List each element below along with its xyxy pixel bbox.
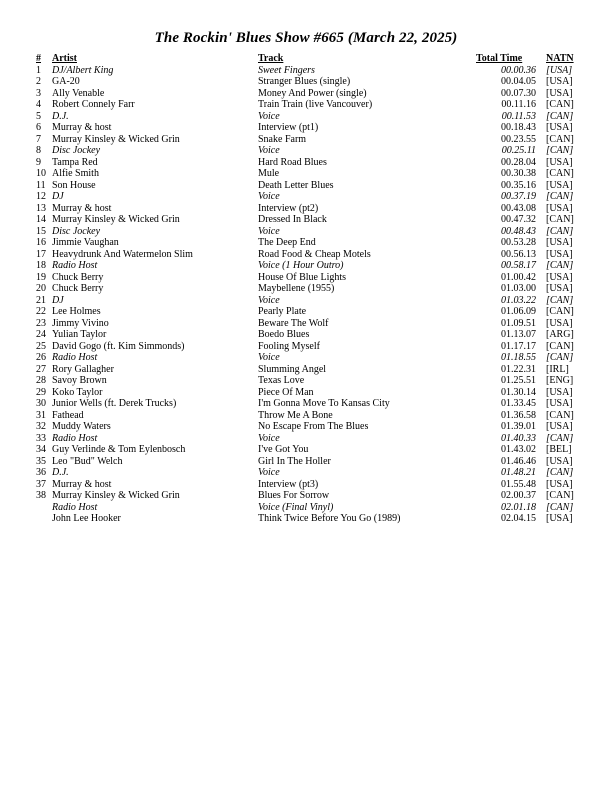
track-number: 25 (36, 340, 46, 352)
track-number: 33 (36, 432, 46, 444)
total-time: 01.13.07 (501, 329, 536, 340)
track-title: Voice (258, 294, 280, 306)
nationality: [USA] (546, 421, 573, 432)
artist-name: Rory Gallagher (52, 363, 114, 375)
total-time: 00.07.30 (501, 87, 536, 99)
track-number: 4 (36, 99, 41, 110)
track-number: 6 (36, 122, 41, 133)
artist-name: D.J. (52, 467, 69, 478)
nationality: [CAN] (546, 214, 574, 225)
track-number: 10 (36, 168, 46, 179)
artist-name: Koko Taylor (52, 386, 103, 398)
nationality: [CAN] (546, 133, 574, 145)
artist-name: John Lee Hooker (52, 513, 121, 524)
nationality: [USA] (546, 64, 573, 76)
nationality: [USA] (546, 271, 573, 283)
total-time: 01.48.21 (501, 467, 536, 478)
total-time: 01.30.14 (501, 386, 536, 398)
track-number: 26 (36, 352, 46, 363)
table-row (36, 203, 586, 215)
nationality: [USA] (546, 237, 573, 248)
total-time: 01.09.51 (501, 317, 536, 329)
track-number: 34 (36, 444, 46, 455)
table-row (36, 306, 586, 318)
track-number: 3 (36, 87, 41, 99)
nationality: [CAN] (546, 260, 574, 271)
table-row (36, 456, 586, 468)
table-header-row (36, 53, 586, 65)
header-number: # (36, 53, 41, 64)
track-title: Money And Power (single) (258, 87, 367, 99)
nationality: [CAN] (546, 409, 574, 421)
track-title: Throw Me A Bone (258, 409, 333, 421)
nationality: [USA] (546, 478, 573, 490)
table-row (36, 283, 586, 295)
track-title: Train Train (live Vancouver) (258, 99, 373, 110)
total-time: 00.23.55 (501, 133, 536, 145)
artist-name: Murray & host (52, 122, 112, 133)
table-row (36, 122, 586, 134)
nationality: [CAN] (546, 225, 574, 237)
track-number: 21 (36, 294, 46, 306)
track-title: No Escape From The Blues (258, 421, 369, 432)
track-number: 9 (36, 156, 41, 168)
artist-name: Ally Venable (52, 87, 105, 99)
track-number: 32 (36, 421, 46, 432)
artist-name: Murray & host (52, 478, 112, 490)
track-title: Texas Love (258, 375, 305, 386)
table-row (36, 410, 586, 422)
total-time: 01.36.58 (501, 409, 536, 421)
track-title: Think Twice Before You Go (1989) (258, 513, 401, 524)
nationality: [USA] (546, 248, 573, 260)
track-number: 8 (36, 145, 41, 156)
total-time: 01.39.01 (501, 421, 536, 432)
track-number (36, 502, 52, 514)
track-number: 23 (36, 317, 46, 329)
track-number: 22 (36, 306, 46, 317)
table-row (36, 249, 586, 261)
track-title: Boedo Blues (258, 329, 310, 340)
nationality: [USA] (546, 283, 573, 294)
total-time: 00.11.53 (501, 110, 536, 122)
table-row (36, 145, 586, 157)
track-number: 5 (36, 110, 41, 122)
total-time: 02.01.18 (501, 501, 536, 513)
table-row (36, 490, 586, 502)
total-time: 00.25.11 (501, 145, 536, 156)
nationality: [CAN] (546, 145, 574, 156)
track-title: Slumming Angel (258, 363, 327, 375)
track-title: Beware The Wolf (258, 317, 329, 329)
artist-name: Fathead (52, 409, 84, 421)
nationality: [USA] (546, 76, 573, 87)
track-number: 38 (36, 490, 46, 501)
total-time: 00.56.13 (501, 248, 536, 260)
track-title: Mule (258, 168, 280, 179)
artist-name: David Gogo (ft. Kim Simmonds) (52, 340, 185, 352)
track-number: 18 (36, 260, 46, 271)
track-number: 2 (36, 76, 41, 87)
table-row (36, 191, 586, 203)
table-row (36, 375, 586, 387)
table-row (36, 444, 586, 456)
table-row (36, 502, 586, 514)
header-total-time: Total Time (476, 53, 523, 64)
artist-name: Savoy Brown (52, 375, 107, 386)
track-number: 37 (36, 478, 46, 490)
track-title: Voice (1 Hour Outro) (258, 260, 344, 271)
total-time: 01.00.42 (501, 271, 536, 283)
table-row (36, 421, 586, 433)
nationality: [USA] (546, 122, 573, 133)
nationality: [IRL] (546, 363, 569, 375)
total-time: 01.03.00 (501, 283, 536, 294)
track-number: 7 (36, 133, 41, 145)
nationality: [USA] (546, 317, 573, 329)
nationality: [ENG] (546, 375, 574, 386)
track-title: Road Food & Cheap Motels (258, 248, 371, 260)
total-time: 01.06.09 (501, 306, 536, 317)
track-number: 17 (36, 248, 46, 260)
track-title: House Of Blue Lights (258, 271, 347, 283)
total-time: 01.03.22 (501, 294, 536, 306)
track-title: The Deep End (258, 237, 316, 248)
track-title: Voice (258, 225, 280, 237)
table-row (36, 168, 586, 180)
artist-name: D.J. (52, 110, 69, 122)
table-row (36, 467, 586, 479)
track-title: Voice (258, 110, 280, 122)
track-number: 30 (36, 398, 46, 409)
total-time: 00.28.04 (501, 156, 536, 168)
total-time: 00.00.36 (501, 64, 536, 76)
track-number: 14 (36, 214, 46, 225)
total-time: 01.18.55 (501, 352, 536, 363)
track-title: Dressed In Black (258, 214, 327, 225)
nationality: [USA] (546, 156, 573, 168)
track-title: Piece Of Man (258, 386, 314, 398)
track-title: Voice (258, 145, 280, 156)
nationality: [CAN] (546, 168, 574, 179)
nationality: [ARG] (546, 329, 574, 340)
artist-name: Lee Holmes (52, 306, 101, 317)
track-title: Hard Road Blues (258, 156, 327, 168)
track-number: 24 (36, 329, 46, 340)
track-number: 16 (36, 237, 46, 248)
artist-name: Chuck Berry (52, 283, 104, 294)
track-number: 29 (36, 386, 46, 398)
total-time: 00.58.17 (501, 260, 536, 271)
track-title: Voice (258, 432, 280, 444)
nationality: [USA] (546, 87, 573, 99)
table-row (36, 295, 586, 307)
total-time: 01.43.02 (501, 444, 536, 455)
header-track: Track (258, 53, 284, 64)
total-time: 01.33.45 (501, 398, 536, 409)
nationality: [CAN] (546, 432, 574, 444)
table-row (36, 513, 586, 525)
artist-name: Guy Verlinde & Tom Eylenbosch (52, 444, 186, 455)
track-number: 19 (36, 271, 46, 283)
total-time: 00.11.16 (501, 99, 536, 110)
total-time: 02.04.15 (501, 513, 536, 524)
track-title: Voice (258, 467, 280, 478)
nationality: [USA] (546, 386, 573, 398)
track-title: Pearly Plate (258, 306, 307, 317)
artist-name: Jimmie Vaughan (52, 237, 119, 248)
track-title: I'm Gonna Move To Kansas City (258, 398, 390, 409)
track-title: Blues For Sorrow (258, 490, 330, 501)
total-time: 02.00.37 (501, 490, 536, 501)
track-number: 11 (36, 179, 46, 191)
nationality: [CAN] (546, 294, 574, 306)
table-row (36, 398, 586, 410)
nationality: [BEL] (546, 444, 572, 455)
artist-name: Heavydrunk And Watermelon Slim (52, 248, 193, 260)
track-title: Interview (pt2) (258, 202, 319, 214)
artist-name: DJ (52, 294, 64, 306)
artist-name: Leo "Bud" Welch (52, 455, 123, 467)
artist-name: Junior Wells (ft. Derek Trucks) (52, 398, 177, 409)
total-time: 00.18.43 (501, 122, 536, 133)
total-time: 00.48.43 (501, 225, 536, 237)
track-number: 12 (36, 191, 46, 202)
total-time: 00.47.32 (501, 214, 536, 225)
track-title: Voice (258, 191, 280, 202)
track-title: Sweet Fingers (258, 64, 315, 76)
nationality: [CAN] (546, 191, 574, 202)
table-row (36, 329, 586, 341)
table-row (36, 479, 586, 491)
nationality: [CAN] (546, 110, 574, 122)
track-number (36, 513, 52, 525)
track-title: I've Got You (258, 444, 309, 455)
artist-name: Murray Kinsley & Wicked Grin (52, 214, 180, 225)
table-row (36, 99, 586, 111)
artist-name: Chuck Berry (52, 271, 104, 283)
artist-name: Tampa Red (52, 156, 98, 168)
artist-name: Disc Jockey (52, 225, 101, 237)
table-row (36, 88, 586, 100)
table-row (36, 318, 586, 330)
track-title: Fooling Myself (258, 340, 320, 352)
nationality: [CAN] (546, 352, 574, 363)
artist-name: Murray Kinsley & Wicked Grin (52, 490, 180, 501)
total-time: 00.53.28 (501, 237, 536, 248)
table-row (36, 111, 586, 123)
nationality: [CAN] (546, 99, 574, 110)
artist-name: Murray & host (52, 202, 112, 214)
total-time: 01.40.33 (501, 432, 536, 444)
nationality: [USA] (546, 202, 573, 214)
playlist-rows (36, 65, 586, 525)
total-time: 01.46.46 (501, 455, 536, 467)
header-artist: Artist (52, 53, 77, 64)
nationality: [CAN] (546, 306, 574, 317)
total-time: 00.04.05 (501, 76, 536, 87)
track-title: Interview (pt3) (258, 478, 319, 490)
table-row (36, 387, 586, 399)
nationality: [USA] (546, 398, 573, 409)
track-title: Girl In The Holler (258, 455, 331, 467)
track-title: Voice (Final Vinyl) (258, 501, 334, 513)
track-title: Maybellene (1955) (258, 283, 335, 294)
table-row (36, 260, 586, 272)
artist-name: Alfie Smith (52, 168, 99, 179)
track-number: 1 (36, 64, 41, 76)
total-time: 00.30.38 (501, 168, 536, 179)
header-nation: NATN (546, 53, 574, 64)
nationality: [CAN] (546, 467, 574, 478)
artist-name: Jimmy Vivino (52, 317, 109, 329)
playlist-table (36, 53, 586, 525)
track-title: Snake Farm (258, 133, 307, 145)
nationality: [CAN] (546, 340, 574, 352)
artist-name: Son House (52, 179, 96, 191)
track-number: 28 (36, 375, 46, 386)
table-row (36, 180, 586, 192)
artist-name: Robert Connely Farr (52, 99, 135, 110)
track-number: 36 (36, 467, 46, 478)
nationality: [CAN] (546, 490, 574, 501)
track-number: 15 (36, 225, 46, 237)
table-row (36, 433, 586, 445)
track-number: 20 (36, 283, 46, 294)
total-time: 00.35.16 (501, 179, 536, 191)
artist-name: Yulian Taylor (52, 329, 107, 340)
nationality: [CAN] (546, 501, 574, 513)
table-row (36, 364, 586, 376)
nationality: [USA] (546, 513, 573, 524)
total-time: 01.25.51 (501, 375, 536, 386)
total-time: 00.37.19 (501, 191, 536, 202)
table-row (36, 76, 586, 88)
track-number: 35 (36, 455, 46, 467)
artist-name: DJ/Albert King (52, 64, 114, 76)
total-time: 01.17.17 (501, 340, 536, 352)
artist-name: Radio Host (52, 352, 98, 363)
track-title: Voice (258, 352, 280, 363)
table-row (36, 341, 586, 353)
artist-name: DJ (52, 191, 64, 202)
artist-name: Radio Host (52, 501, 98, 513)
artist-name: Radio Host (52, 432, 98, 444)
total-time: 00.43.08 (501, 202, 536, 214)
nationality: [USA] (546, 455, 573, 467)
track-title: Death Letter Blues (258, 179, 334, 191)
artist-name: GA-20 (52, 76, 80, 87)
page-title: The Rockin' Blues Show #665 (March 22, 2025) (154, 30, 458, 46)
table-row (36, 237, 586, 249)
table-row (36, 272, 586, 284)
table-row (36, 157, 586, 169)
table-row (36, 352, 586, 364)
track-title: Stranger Blues (single) (258, 76, 351, 87)
artist-name: Murray Kinsley & Wicked Grin (52, 133, 180, 145)
table-row (36, 226, 586, 238)
table-row (36, 65, 586, 77)
track-title: Interview (pt1) (258, 122, 319, 133)
track-number: 31 (36, 409, 46, 421)
artist-name: Muddy Waters (52, 421, 111, 432)
total-time: 01.22.31 (501, 363, 536, 375)
track-number: 13 (36, 202, 46, 214)
table-row (36, 134, 586, 146)
total-time: 01.55.48 (501, 478, 536, 490)
nationality: [USA] (546, 179, 573, 191)
table-row (36, 214, 586, 226)
artist-name: Radio Host (52, 260, 98, 271)
artist-name: Disc Jockey (52, 145, 101, 156)
track-number: 27 (36, 363, 46, 375)
